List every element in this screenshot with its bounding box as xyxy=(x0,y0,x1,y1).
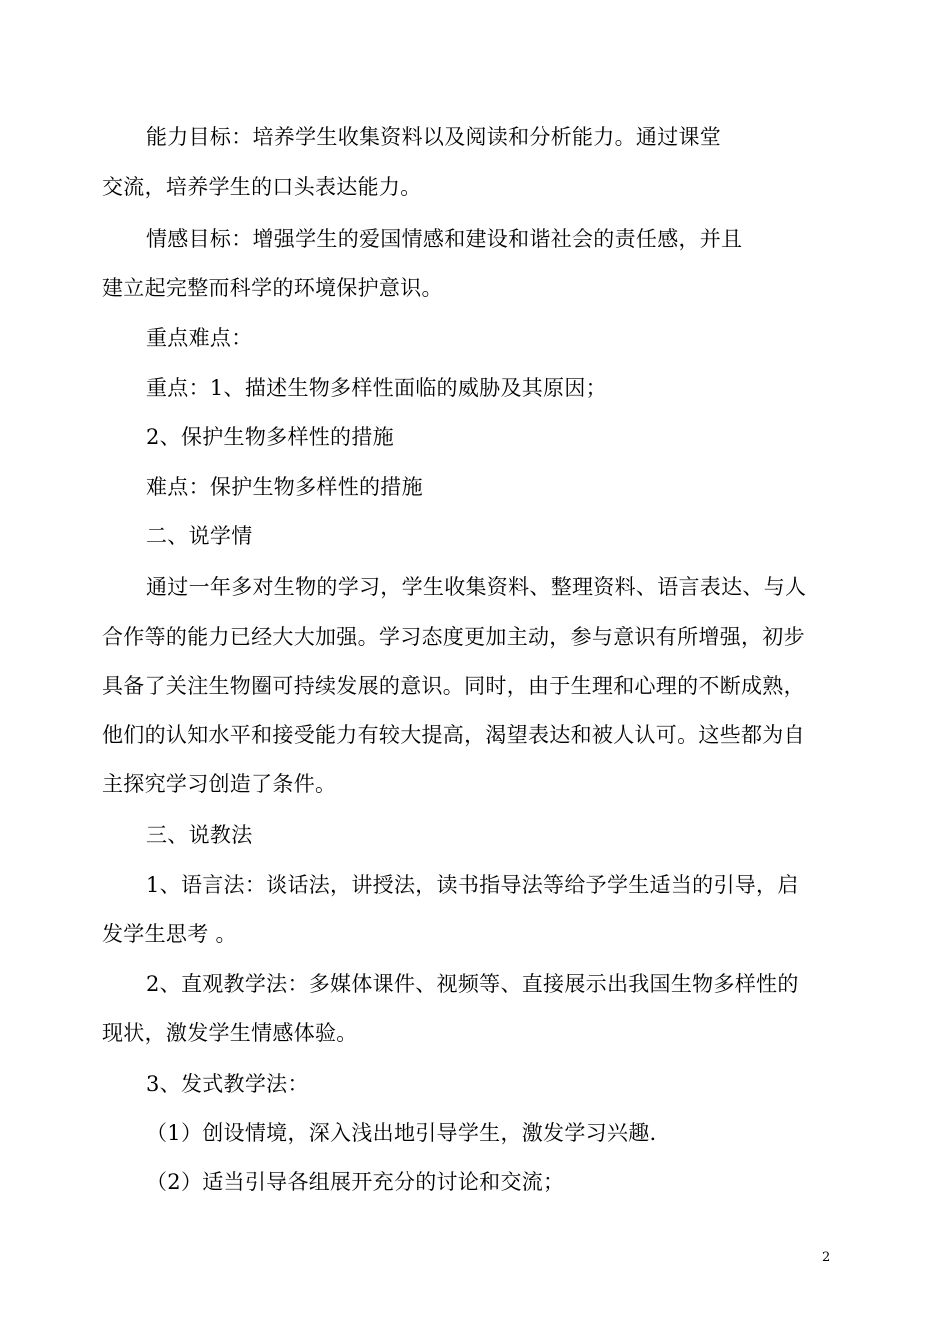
page-number: 2 xyxy=(822,1250,831,1265)
student-analysis-line-3: 具备了关注生物圈可持续发展的意识。同时，由于生理和心理的不断成熟， xyxy=(102,674,805,698)
key-point-1: 重点：1、描述生物多样性面临的威胁及其原因； xyxy=(146,376,607,400)
student-analysis-line-1: 通过一年多对生物的学习，学生收集资料、整理资料、语言表达、与人 xyxy=(146,575,807,599)
teaching-method-3-item-2: （2）适当引导各组展开充分的讨论和交流； xyxy=(146,1170,565,1194)
teaching-method-2-line-2: 现状，激发学生情感体验。 xyxy=(102,1021,358,1045)
teaching-method-1-line-1: 1、语言法：谈话法，讲授法，读书指导法等给予学生适当的引导，启 xyxy=(146,873,799,897)
ability-goal-line-1: 能力目标：培养学生收集资料以及阅读和分析能力。通过课堂 xyxy=(146,125,722,149)
ability-goal-line-2: 交流，培养学生的口头表达能力。 xyxy=(102,175,422,199)
key-point-2: 2、保护生物多样性的措施 xyxy=(146,425,394,449)
emotion-goal-line-1: 情感目标：增强学生的爱国情感和建设和谐社会的责任感，并且 xyxy=(146,227,743,251)
key-difficult-heading: 重点难点： xyxy=(146,326,253,350)
emotion-goal-line-2: 建立起完整而科学的环境保护意识。 xyxy=(102,276,443,300)
section-heading-teaching-methods: 三、说教法 xyxy=(146,823,253,847)
section-heading-student-analysis: 二、说学情 xyxy=(146,524,253,548)
student-analysis-line-5: 主探究学习创造了条件。 xyxy=(102,772,337,796)
student-analysis-line-2: 合作等的能力已经大大加强。学习态度更加主动，参与意识有所增强，初步 xyxy=(102,625,805,649)
teaching-method-3-item-1: （1）创设情境，深入浅出地引导学生，激发学习兴趣. xyxy=(146,1121,657,1145)
student-analysis-line-4: 他们的认知水平和接受能力有较大提高，渴望表达和被人认可。这些都为自 xyxy=(102,723,805,747)
teaching-method-3-heading: 3、发式教学法： xyxy=(146,1072,309,1096)
difficult-point: 难点：保护生物多样性的措施 xyxy=(146,475,423,499)
teaching-method-2-line-1: 2、直观教学法：多媒体课件、视频等、直接展示出我国生物多样性的 xyxy=(146,972,799,996)
teaching-method-1-line-2: 发学生思考 。 xyxy=(102,922,237,946)
